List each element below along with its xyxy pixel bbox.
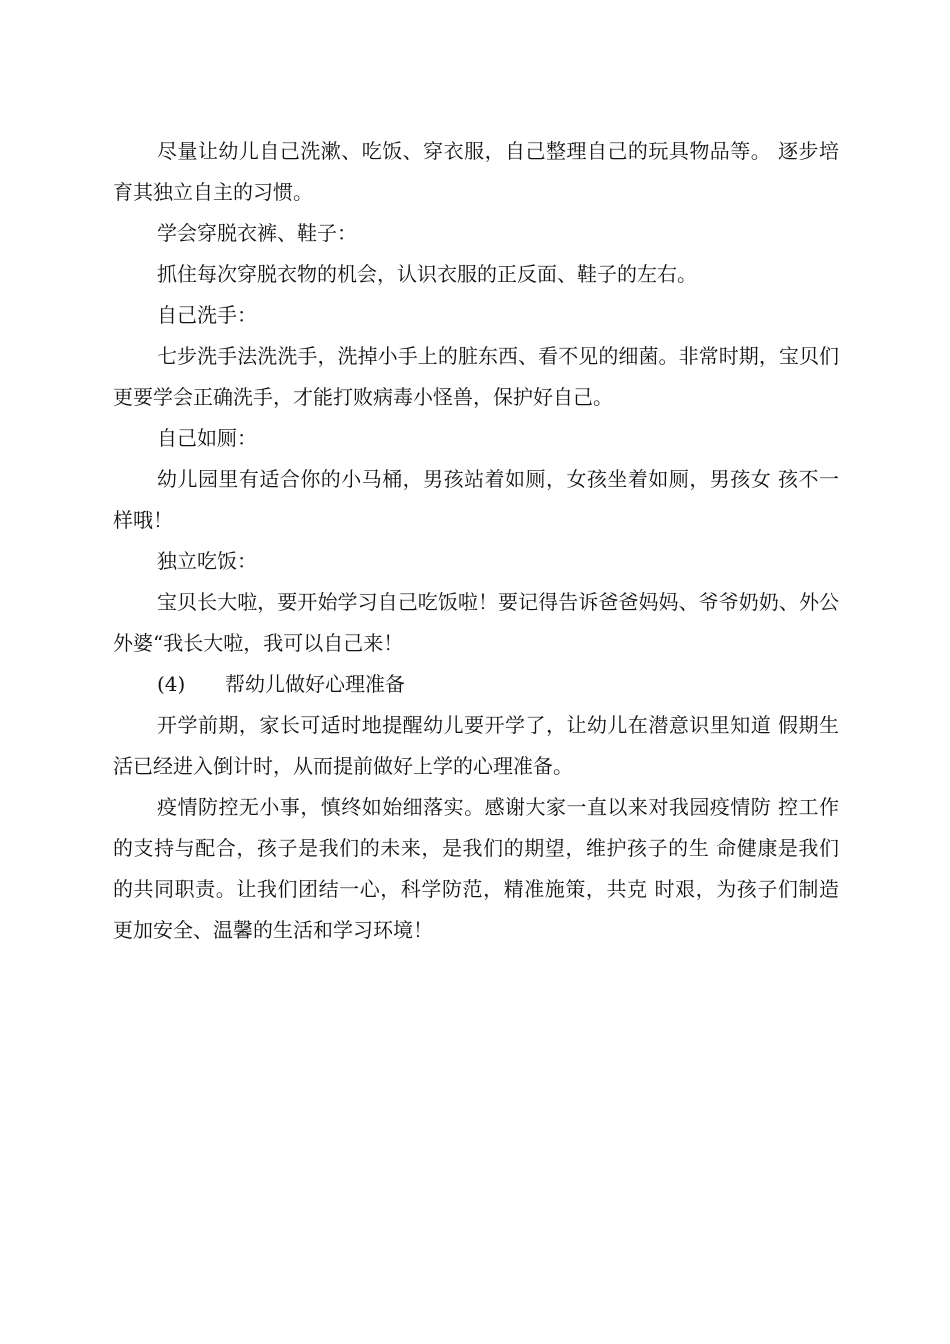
heading-eating: 独立吃饭：	[157, 549, 257, 573]
paragraph-dress: 抓住每次穿脱衣物的机会，认识衣服的正反面、鞋子的左右。	[157, 262, 697, 286]
paragraph-handwash: 七步洗手法洗洗手，洗掉小手上的脏东西、看不见的细菌。非常时期，宝贝们更要学会正确洗手，才能打败病毒小怪兽，保护好自己。	[113, 344, 839, 409]
enum-number: (4)	[157, 672, 186, 696]
enum-item-4	[113, 664, 839, 705]
paragraph-self-care: 尽量让幼儿自己洗漱、吃饭、穿衣服，自己整理自己的玩具物品等。 逐步培育其独立自主的习惯。	[113, 139, 839, 204]
paragraph-closing: 疫情防控无小事，慎终如始细落实。感谢大家一直以来对我园疫情防 控工作的支持与配合，孩子是我们的未来，是我们的期望，维护孩子的生 命健康是我们的共同职责。让我们团结一心，科学防范，精准施策，共克 时艰，为孩子们制造更加安全、温馨的生活和学习环境！	[113, 795, 839, 942]
heading-handwash: 自己洗手：	[157, 303, 257, 327]
heading-dress: 学会穿脱衣裤、鞋子：	[157, 221, 357, 245]
paragraph-eating: 宝贝长大啦，要开始学习自己吃饭啦！要记得告诉爸爸妈妈、爷爷奶奶、外公外婆“我长大啦，我可以自己来！	[113, 590, 839, 655]
paragraph-toilet: 幼儿园里有适合你的小马桶，男孩站着如厕，女孩坐着如厕，男孩女 孩不一样哦！	[113, 467, 839, 532]
enum-text: 帮幼儿做好心理准备	[225, 672, 405, 696]
heading-toilet: 自己如厕：	[157, 426, 257, 450]
paragraph-preparation: 开学前期，家长可适时地提醒幼儿要开学了，让幼儿在潜意识里知道 假期生活已经进入倒计时，从而提前做好上学的心理准备。	[113, 713, 839, 778]
document-body	[113, 131, 839, 951]
